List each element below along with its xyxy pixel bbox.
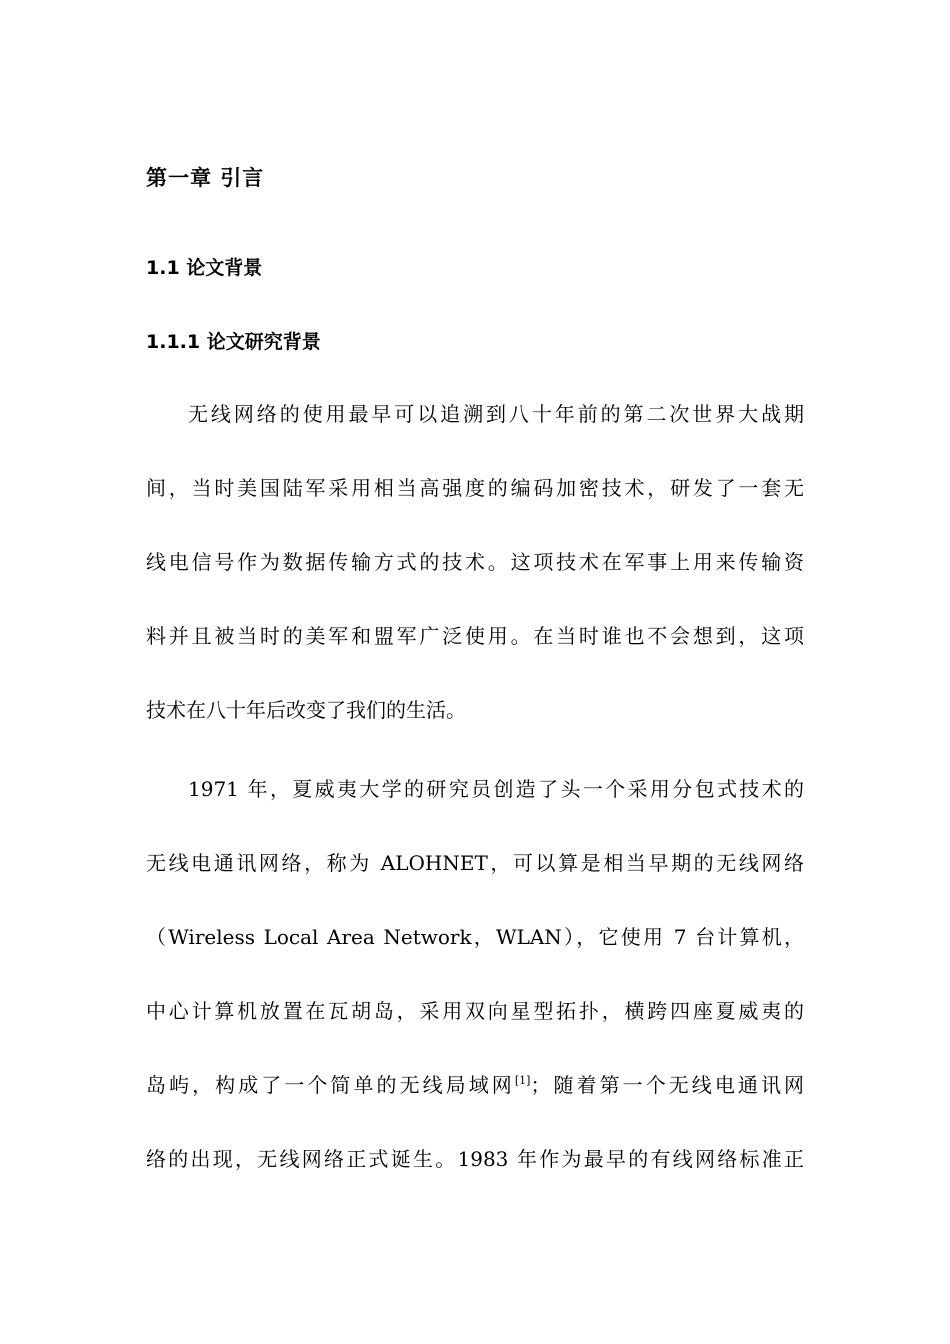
paragraph-wireless-history bbox=[146, 377, 804, 747]
paragraph-line-with-citation bbox=[146, 1048, 804, 1122]
paragraph-line: 无线电通讯网络，称为 ALOHNET，可以算是相当早期的无线网络 bbox=[146, 851, 804, 875]
paragraph-line: 技术在八十年后改变了我们的生活。 bbox=[146, 698, 466, 722]
paragraph-line: 无线网络的使用最早可以追溯到八十年前的第二次世界大战期 bbox=[188, 402, 804, 426]
line-text-before-citation: 岛屿，构成了一个简单的无线局域网 bbox=[146, 1073, 515, 1097]
paragraph-line: （Wireless Local Area Network，WLAN），它使用 7 台计算机， bbox=[146, 925, 804, 949]
line-text-after-citation: ；随着第一个无线电通讯网 bbox=[530, 1073, 805, 1097]
paragraph-line: 络的出现，无线网络正式诞生。1983 年作为最早的有线网络标准正 bbox=[146, 1147, 804, 1171]
paragraph-line: 1971 年，夏威夷大学的研究员创造了头一个采用分包式技术的 bbox=[188, 777, 804, 801]
paragraph-line: 料并且被当时的美军和盟军广泛使用。在当时谁也不会想到，这项 bbox=[146, 624, 804, 648]
paragraph-line: 中心计算机放置在瓦胡岛，采用双向星型拓扑，横跨四座夏威夷的 bbox=[146, 999, 804, 1023]
section-title: 1.1 论文背景 bbox=[146, 257, 263, 279]
chapter-title: 第一章 引言 bbox=[146, 166, 265, 190]
subsection-title: 1.1.1 论文研究背景 bbox=[146, 331, 321, 353]
paragraph-line: 间，当时美国陆军采用相当高强度的编码加密技术，研发了一套无 bbox=[146, 476, 804, 500]
citation-reference: [1] bbox=[514, 1074, 531, 1087]
paragraph-alohanet bbox=[146, 752, 804, 1196]
paragraph-line: 线电信号作为数据传输方式的技术。这项技术在军事上用来传输资 bbox=[146, 550, 804, 574]
